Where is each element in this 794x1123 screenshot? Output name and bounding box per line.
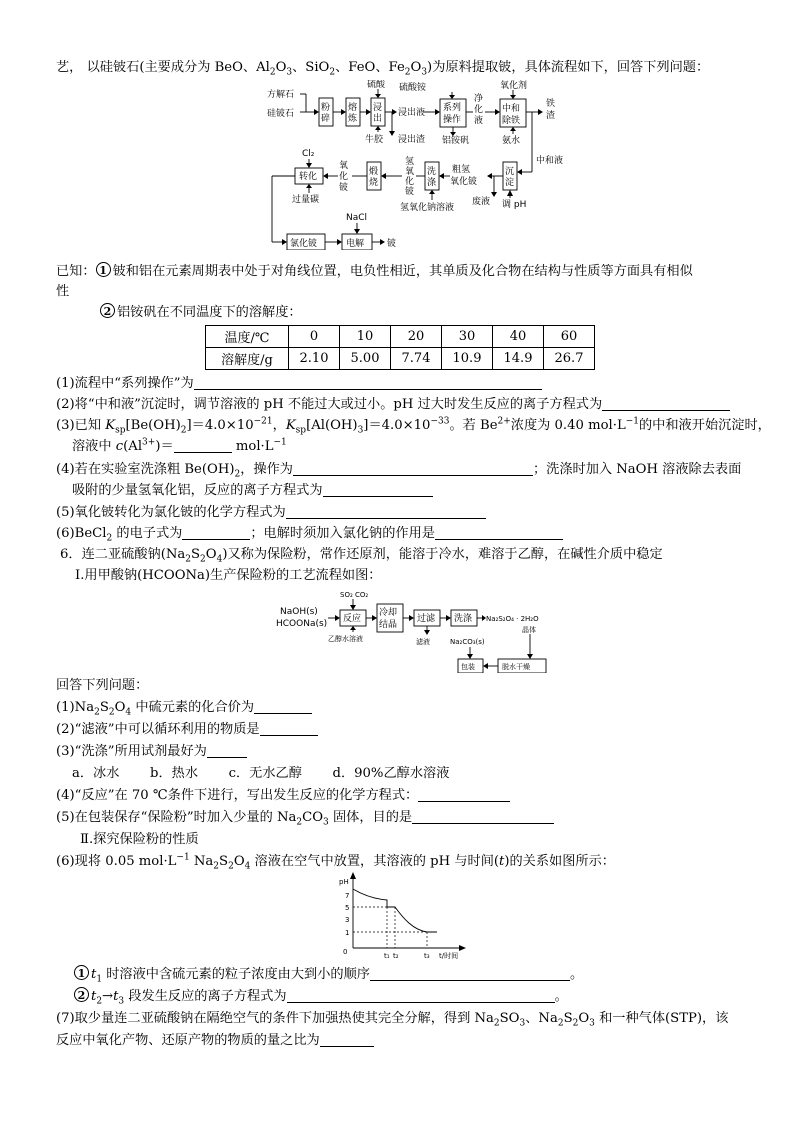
guoliangtan-label: 过量碳: [292, 195, 320, 205]
jinchuye-label: 浸出液: [398, 108, 426, 118]
q6-title: 6．连二亚硫酸钠$(Na_2S_2O_4)$又称为保险粉，常作还原剂，能溶于冷水，难溶于乙醇，在碱性介质中稳定: [60, 547, 663, 565]
answer-blank[interactable]: [602, 396, 730, 411]
q6-6-1: 1 $t_1$ 时溶液中含硫元素的粒子浓度由大到小的顺序 。: [74, 965, 754, 985]
xtick-label: t₃: [424, 952, 430, 960]
svg-text:铍: 铍: [405, 187, 415, 197]
answer-blank[interactable]: [435, 525, 563, 540]
q5-intro: 艺， 以硅铍石(主要成分为 BeO、$Al_2O_3$、SiO$_2$、FeO、$Fe_2O_3$)为原料提取铍，具体流程如下，回答下列问题：: [56, 60, 710, 78]
q6-5: (5)在包装保存“保险粉”时加入少量的 $Na_2CO_3$ 固体，目的是: [56, 808, 754, 828]
known-1: 已知： 1 铍和铝在元素周期表中处于对角线位置，电负性相近，其单质及化合物在结构与性质等方面具有相似: [56, 264, 693, 279]
svg-text:电解: 电解: [346, 239, 365, 249]
q6-part1: Ⅰ.用甲酸钠(HCOONa)生产保险粉的工艺流程如图：: [75, 568, 382, 583]
lvanfan-label: 铝铵矾: [442, 136, 470, 146]
answer-blank[interactable]: [412, 809, 554, 824]
liusuan-label: 硫酸: [367, 80, 386, 90]
svg-text:碎: 碎: [321, 114, 331, 124]
ytick-label: 5: [345, 904, 350, 912]
product-label: Na₂S₂O₄ · 2H₂O: [486, 615, 539, 623]
svg-text:铍: 铍: [339, 183, 349, 193]
svg-text:转化: 转化: [299, 172, 318, 182]
svg-text:过滤: 过滤: [417, 614, 436, 624]
answer-blank[interactable]: [320, 1032, 374, 1047]
svg-text:氯化铍: 氯化铍: [290, 239, 318, 249]
ytick-label: 1: [345, 929, 350, 937]
svg-text:粉: 粉: [321, 103, 331, 113]
svg-text:氢: 氢: [405, 157, 415, 167]
svg-text:出: 出: [373, 114, 383, 124]
svg-text:渣: 渣: [546, 111, 556, 121]
table-row: 溶解度/g 2.10 5.00 7.74 10.9 14.9 26.7: [206, 348, 595, 370]
jinchuzha-label: 浸出渣: [398, 135, 426, 145]
y-axis-label: pH: [339, 878, 349, 886]
q6-6: (6)现将 0.05 $mol\cdot L^{-1}$ $Na_2S_2O_4$ 溶液在空气中放置，其溶液的 pH 与时间(t)的关系如图所示：: [56, 852, 615, 872]
option-a[interactable]: a．冰水: [72, 766, 120, 781]
svg-text:液: 液: [474, 116, 484, 126]
option-c[interactable]: c．无水乙醇: [228, 766, 302, 781]
q5-4-cont: 吸附的少量氢氧化铝，反应的离子方程式为: [72, 481, 754, 501]
answer-blank[interactable]: [287, 988, 555, 1003]
answer-blank[interactable]: [286, 504, 486, 519]
answer-blank[interactable]: [174, 438, 232, 453]
svg-text:粗氢: 粗氢: [452, 165, 471, 175]
pi-product-label: 铍: [387, 239, 397, 249]
ethanol-label: 乙醇水溶液: [328, 635, 363, 643]
solubility-header: 溶解度/g: [206, 348, 289, 370]
niujiao-label: 牛胶: [365, 135, 384, 145]
answer-intro: 回答下列问题：: [56, 678, 149, 693]
so2-co2-label: SO₂ CO₂: [340, 591, 369, 599]
svg-text:脱水干燥: 脱水干燥: [502, 663, 530, 671]
svg-text:淀: 淀: [505, 178, 515, 188]
q6-4: (4)“反应”在 70 ℃条件下进行，写出发生反应的化学方程式：: [56, 786, 754, 806]
svg-text:浸: 浸: [373, 103, 383, 113]
ph-curve: [353, 889, 437, 932]
q5-5: (5)氧化铍转化为氯化铍的化学方程式为: [56, 503, 754, 523]
solubility-table: [205, 325, 595, 370]
hcoona-input: HCOONa(s): [276, 619, 328, 629]
guipishi-label: 硅铍石: [267, 109, 295, 119]
q5-3: (3)已知 $K_{sp}[Be(OH)_2]=4.0\times 10^{-21}$，$K_{sp}[Al(OH)_3]=4.0\times 10^{-33}$。若 $Be^{2+}$浓度为 0.40 $mol\cdot L^{-1}$的中和液开始沉淀时，: [56, 416, 771, 436]
q6-6-2: 2 $t_2\to t_3$ 段发生反应的离子方程式为 。: [74, 987, 754, 1007]
svg-text:熔: 熔: [348, 103, 358, 113]
option-d[interactable]: d．90%乙醇水溶液: [332, 766, 450, 781]
svg-text:氧: 氧: [339, 161, 349, 171]
answer-blank[interactable]: [207, 743, 247, 758]
q5-6: (6)BeCl$_2$ 的电子式为 ；电解时须加入氯化钠的作用是: [56, 524, 754, 544]
svg-text:结晶: 结晶: [379, 620, 398, 630]
naoh-solution-label: 氢氧化钠溶液: [400, 203, 455, 213]
svg-text:反应: 反应: [343, 614, 362, 624]
q6-2: (2)“滤液”中可以循环利用的物质是: [56, 720, 754, 740]
svg-text:沉: 沉: [505, 167, 515, 177]
answer-blank[interactable]: [323, 482, 433, 497]
naoh-input: NaOH(s): [280, 607, 318, 617]
svg-text:炼: 炼: [348, 114, 358, 124]
yanghuaji-label: 氧化剂: [500, 81, 528, 91]
xtick-label: t₁: [384, 952, 390, 960]
answer-blank[interactable]: [254, 699, 312, 714]
na2co3-label: Na₂CO₃(s): [450, 638, 485, 646]
feiye-label: 废液: [472, 197, 491, 207]
q6-3: (3)“洗涤”所用试剂最好为: [56, 742, 754, 762]
svg-text:系列: 系列: [443, 103, 462, 113]
zhongheye-label: 中和液: [536, 156, 564, 166]
answer-blank[interactable]: [194, 375, 542, 390]
q5-3-cont: 溶液中 $c(Al^{3+})= mol\cdot L^{-1}$: [72, 437, 287, 454]
ytick-label: 3: [345, 916, 350, 924]
svg-text:氧: 氧: [405, 167, 415, 177]
q5-1: (1)流程中“系列操作”为: [56, 374, 754, 394]
svg-text:化: 化: [339, 172, 349, 182]
svg-text:化: 化: [474, 105, 484, 115]
answer-blank[interactable]: [293, 461, 533, 476]
svg-text:除铁: 除铁: [502, 116, 521, 126]
svg-text:化: 化: [405, 177, 415, 187]
q6-part2: Ⅱ.探究保险粉的性质: [80, 832, 199, 847]
cl2-label: Cl₂: [302, 149, 315, 159]
svg-text:洗涤: 洗涤: [454, 614, 473, 624]
xtick-label: t₂: [393, 952, 399, 960]
anshui-label: 氨水: [502, 136, 521, 146]
temp-header: 温度/℃: [206, 326, 289, 348]
svg-text:0: 0: [343, 948, 348, 956]
answer-blank[interactable]: [260, 721, 318, 736]
answer-blank[interactable]: [370, 966, 570, 981]
jingti-label: 晶体: [522, 626, 536, 634]
lvye-label: 滤液: [416, 638, 430, 646]
q6-7: (7)取少量连二亚硫酸钠在隔绝空气的条件下加强热使其完全分解，得到 $Na_2SO_3$、$Na_2S_2O_3$ 和一种气体(STP)，该: [56, 1011, 729, 1029]
beryllium-process-flowchart: [262, 80, 572, 250]
option-b[interactable]: b．热水: [150, 766, 199, 781]
fangjieshi-label: 方解石: [267, 90, 295, 100]
svg-text:净: 净: [474, 94, 484, 104]
svg-text:洗: 洗: [427, 167, 437, 177]
q6-1: $(1)Na_2S_2O_4$ 中硫元素的化合价为: [56, 698, 754, 718]
svg-text:中和: 中和: [502, 104, 521, 114]
svg-text:包装: 包装: [461, 663, 475, 671]
q5-2: (2)将“中和液”沉淀时，调节溶液的 pH 不能过大或过小。pH 过大时发生反应的离子方程式为: [56, 395, 754, 415]
nacl-label: NaCl: [346, 213, 368, 223]
svg-text:操作: 操作: [443, 115, 462, 125]
q6-3-options: [72, 764, 754, 784]
dithionite-process-flowchart: [272, 588, 562, 673]
x-axis-label: t/时间: [439, 952, 459, 960]
answer-blank[interactable]: [182, 525, 250, 540]
svg-text:煅: 煅: [369, 167, 379, 177]
q5-4: (4)若在实验室洗涤粗 $Be(OH)_2$，操作为 ；洗涤时加入 NaOH 溶液除去表面: [56, 462, 742, 480]
known-2: 2 铝铵矾在不同温度下的溶解度：: [100, 303, 754, 323]
svg-text:冷却: 冷却: [379, 608, 398, 618]
table-row: 温度/℃ 0 10 20 30 40 60: [206, 326, 595, 348]
svg-text:氧化铍: 氧化铍: [450, 177, 478, 187]
svg-text:涤: 涤: [427, 178, 437, 188]
answer-blank[interactable]: [418, 787, 510, 802]
liusuanan-label: 硫酸铵: [399, 83, 427, 93]
known-1-cont: 性: [56, 284, 70, 299]
svg-text:铁: 铁: [546, 99, 556, 109]
ph-time-graph: [335, 870, 475, 960]
ytick-label: 7: [345, 892, 350, 900]
tiao-ph-label: 调 pH: [502, 200, 527, 210]
svg-text:烧: 烧: [369, 178, 379, 188]
q6-7-cont: 反应中氧化产物、还原产物的物质的量之比为: [56, 1031, 754, 1051]
